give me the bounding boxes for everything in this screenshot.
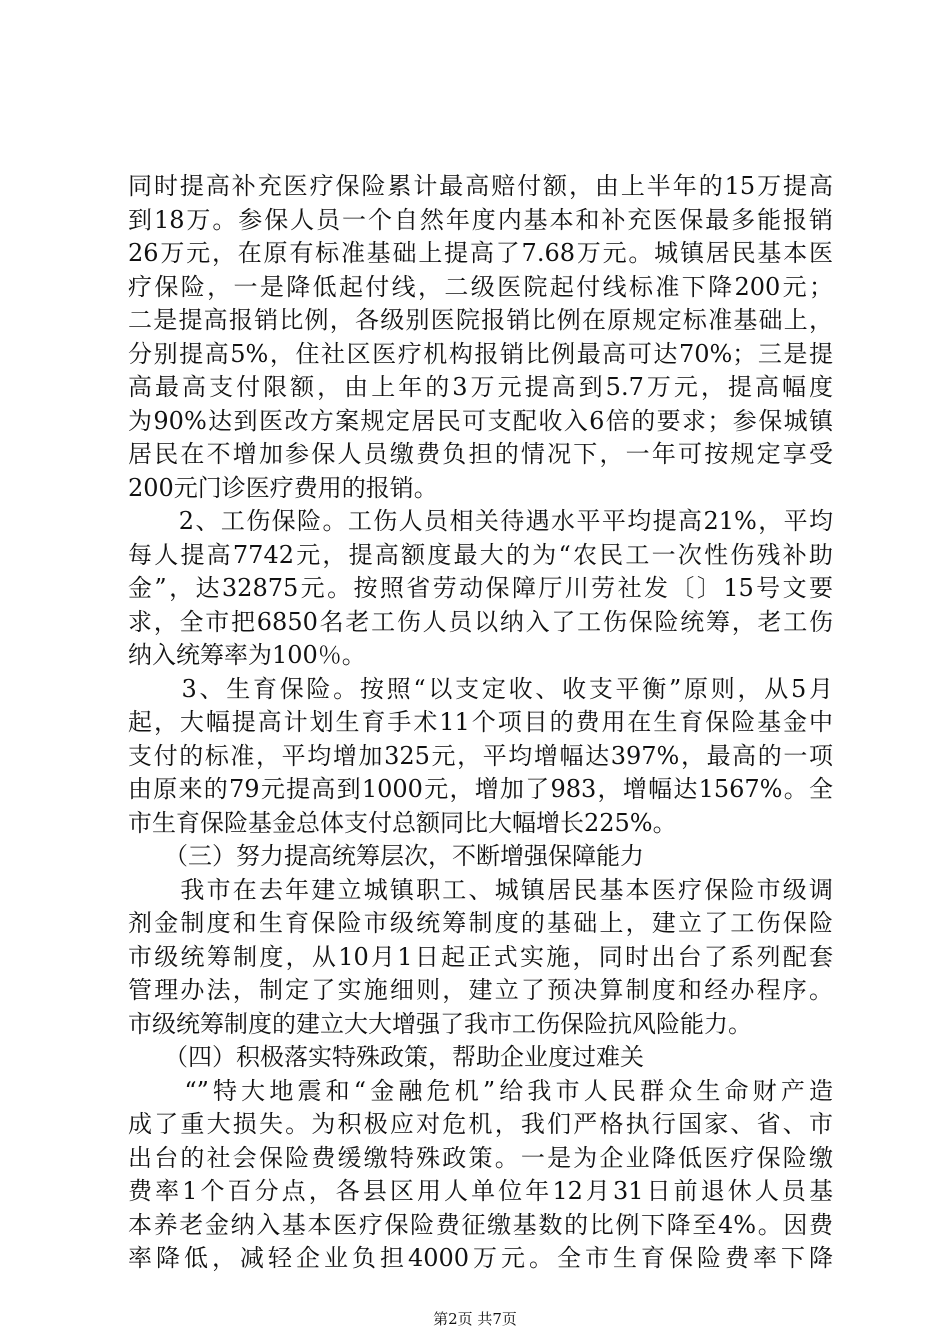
text-line: 居民在不增加参保人员缴费负担的情况下，一年可按规定享受: [128, 440, 833, 468]
text-line: 成了重大损失。为积极应对危机，我们严格执行国家、省、市: [128, 1110, 833, 1138]
body-text: [128, 170, 833, 1276]
text-line: 本养老金纳入基本医疗保险费征缴基数的比例下降至4%。因费: [128, 1210, 833, 1239]
text-line: 3、生育保险。按照“以支定收、收支平衡”原则，从5月: [128, 674, 833, 703]
text-line: 金”，达32875元。按照省劳动保障厅川劳社发〔〕15号文要: [128, 574, 833, 602]
page-footer: 第2页 共7页: [433, 1310, 517, 1328]
text-line: 起，大幅提高计划生育手术11个项目的费用在生育保险基金中: [128, 708, 833, 736]
text-line: 到18万。参保人员一个自然年度内基本和补充医保最多能报销: [128, 205, 833, 234]
text-line: 200元门诊医疗费用的报销。: [128, 473, 438, 502]
text-line: “”特大地震和“金融危机”给我市人民群众生命财产造: [128, 1076, 833, 1105]
text-line: 市级统筹制度，从10月1日起正式实施，同时出台了系列配套: [128, 942, 833, 971]
text-line: 求，全市把6850名老工伤人员以纳入了工伤保险统筹，老工伤: [128, 607, 833, 636]
text-line: 2、工伤保险。工伤人员相关待遇水平平均提高21%，平均: [128, 507, 833, 535]
text-line: 二是提高报销比例，各级别医院报销比例在原规定标准基础上，: [128, 306, 833, 334]
text-line: 26万元，在原有标准基础上提高了7.68万元。城镇居民基本医: [128, 239, 833, 267]
text-line: （三）努力提高统筹层次，不断增强保障能力: [128, 842, 644, 870]
text-line: 为90%达到医改方案规定居民可支配收入6倍的要求；参保城镇: [128, 406, 833, 435]
text-line: 疗保险，一是降低起付线，二级医院起付线标准下降200元；: [128, 272, 833, 301]
text-line: 同时提高补充医疗保险累计最高赔付额，由上半年的15万提高: [128, 172, 833, 200]
text-line: 出台的社会保险费缓缴特殊政策。一是为企业降低医疗保险缴: [128, 1143, 833, 1172]
text-line: 率降低，减轻企业负担4000万元。全市生育保险费率下降: [128, 1244, 833, 1272]
text-line: 分别提高5%，住社区医疗机构报销比例最高可达70%；三是提: [128, 339, 833, 368]
text-line: 每人提高7742元，提高额度最大的为“农民工一次性伤残补助: [128, 540, 833, 569]
text-line: 市生育保险基金总体支付总额同比大幅增长225%。: [128, 808, 677, 837]
text-line: 纳入统筹率为100％。: [128, 641, 366, 669]
text-line: 由原来的79元提高到1000元，增加了983，增幅达1567%。全: [128, 775, 833, 803]
text-line: 费率1个百分点，各县区用人单位年12月31日前退休人员基: [128, 1177, 833, 1205]
text-line: 我市在去年建立城镇职工、城镇居民基本医疗保险市级调: [128, 875, 833, 904]
text-line: 高最高支付限额，由上年的3万元提高到5.7万元，提高幅度: [128, 373, 833, 401]
text-line: 剂金制度和生育保险市级统筹制度的基础上，建立了工伤保险: [128, 909, 833, 937]
text-line: 市级统筹制度的建立大大增强了我市工伤保险抗风险能力。: [128, 1009, 752, 1038]
text-line: 支付的标准，平均增加325元，平均增幅达397%，最高的一项: [128, 741, 833, 770]
text-line: （四）积极落实特殊政策，帮助企业度过难关: [128, 1043, 644, 1071]
text-line: 管理办法，制定了实施细则，建立了预决算制度和经办程序。: [128, 976, 833, 1004]
